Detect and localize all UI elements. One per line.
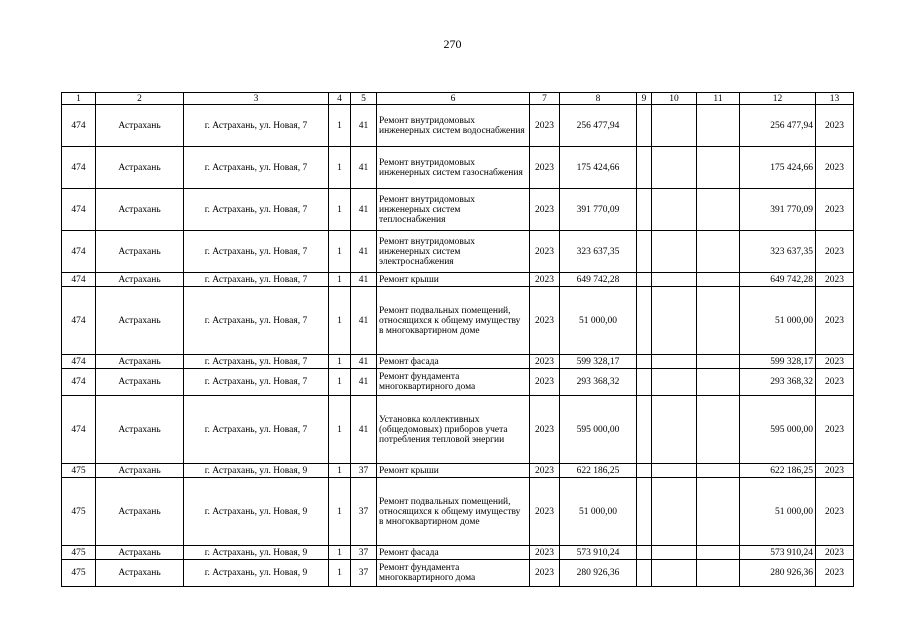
row-number-cell: 475	[62, 478, 96, 546]
work-type-cell: Установка коллективных (общедомовых) приборов учета потребления тепловой энергии	[377, 396, 530, 464]
year-cell: 2023	[530, 546, 560, 560]
col11-cell	[697, 560, 740, 587]
work-type-cell: Ремонт фасада	[377, 355, 530, 369]
table-row	[62, 105, 854, 147]
address-cell: г. Астрахань, ул. Новая, 7	[184, 355, 329, 369]
table-row	[62, 369, 854, 396]
col5-cell: 41	[351, 231, 377, 273]
row-number-cell: 475	[62, 464, 96, 478]
end-year-cell: 2023	[816, 147, 854, 189]
end-year-cell: 2023	[816, 396, 854, 464]
address-cell: г. Астрахань, ул. Новая, 7	[184, 189, 329, 231]
col4-cell: 1	[329, 287, 351, 355]
end-year-cell: 2023	[816, 287, 854, 355]
table-row	[62, 396, 854, 464]
col4-cell: 1	[329, 464, 351, 478]
column-number-header: 5	[351, 93, 377, 105]
table-row	[62, 464, 854, 478]
row-number-cell: 474	[62, 147, 96, 189]
col4-cell: 1	[329, 478, 351, 546]
col9-cell	[637, 478, 652, 546]
total-cell: 175 424,66	[740, 147, 816, 189]
address-cell: г. Астрахань, ул. Новая, 7	[184, 273, 329, 287]
cost-cell: 280 926,36	[560, 560, 637, 587]
year-cell: 2023	[530, 287, 560, 355]
work-type-cell: Ремонт внутридомовых инженерных систем газоснабжения	[377, 147, 530, 189]
total-cell: 391 770,09	[740, 189, 816, 231]
work-type-cell: Ремонт фундамента многоквартирного дома	[377, 560, 530, 587]
total-cell: 595 000,00	[740, 396, 816, 464]
column-number-header: 6	[377, 93, 530, 105]
row-number-cell: 474	[62, 189, 96, 231]
col10-cell	[652, 478, 697, 546]
col5-cell: 37	[351, 464, 377, 478]
col4-cell: 1	[329, 231, 351, 273]
address-cell: г. Астрахань, ул. Новая, 7	[184, 147, 329, 189]
cost-cell: 573 910,24	[560, 546, 637, 560]
col5-cell: 41	[351, 287, 377, 355]
year-cell: 2023	[530, 396, 560, 464]
total-cell: 599 328,17	[740, 355, 816, 369]
city-cell: Астрахань	[96, 396, 184, 464]
column-number-row	[62, 93, 854, 105]
end-year-cell: 2023	[816, 189, 854, 231]
city-cell: Астрахань	[96, 189, 184, 231]
table-row	[62, 355, 854, 369]
end-year-cell: 2023	[816, 560, 854, 587]
row-number-cell: 474	[62, 287, 96, 355]
col4-cell: 1	[329, 369, 351, 396]
year-cell: 2023	[530, 478, 560, 546]
address-cell: г. Астрахань, ул. Новая, 7	[184, 287, 329, 355]
end-year-cell: 2023	[816, 369, 854, 396]
total-cell: 51 000,00	[740, 478, 816, 546]
col5-cell: 37	[351, 560, 377, 587]
cost-cell: 649 742,28	[560, 273, 637, 287]
year-cell: 2023	[530, 355, 560, 369]
year-cell: 2023	[530, 105, 560, 147]
address-cell: г. Астрахань, ул. Новая, 9	[184, 464, 329, 478]
column-number-header: 8	[560, 93, 637, 105]
city-cell: Астрахань	[96, 560, 184, 587]
col5-cell: 41	[351, 273, 377, 287]
year-cell: 2023	[530, 369, 560, 396]
row-number-cell: 475	[62, 560, 96, 587]
cost-cell: 595 000,00	[560, 396, 637, 464]
col10-cell	[652, 355, 697, 369]
work-type-cell: Ремонт фасада	[377, 546, 530, 560]
row-number-cell: 474	[62, 369, 96, 396]
col9-cell	[637, 105, 652, 147]
col10-cell	[652, 189, 697, 231]
city-cell: Астрахань	[96, 464, 184, 478]
row-number-cell: 474	[62, 273, 96, 287]
col4-cell: 1	[329, 546, 351, 560]
address-cell: г. Астрахань, ул. Новая, 9	[184, 560, 329, 587]
work-type-cell: Ремонт внутридомовых инженерных систем электроснабжения	[377, 231, 530, 273]
table-row	[62, 147, 854, 189]
cost-cell: 256 477,94	[560, 105, 637, 147]
column-number-header: 13	[816, 93, 854, 105]
col9-cell	[637, 147, 652, 189]
end-year-cell: 2023	[816, 478, 854, 546]
column-number-header: 2	[96, 93, 184, 105]
address-cell: г. Астрахань, ул. Новая, 7	[184, 105, 329, 147]
cost-cell: 175 424,66	[560, 147, 637, 189]
table-row	[62, 478, 854, 546]
col5-cell: 41	[351, 355, 377, 369]
work-type-cell: Ремонт крыши	[377, 273, 530, 287]
column-number-header: 4	[329, 93, 351, 105]
col11-cell	[697, 464, 740, 478]
repair-schedule-table	[61, 92, 854, 587]
col11-cell	[697, 287, 740, 355]
cost-cell: 323 637,35	[560, 231, 637, 273]
table-row	[62, 231, 854, 273]
col5-cell: 37	[351, 546, 377, 560]
total-cell: 323 637,35	[740, 231, 816, 273]
year-cell: 2023	[530, 189, 560, 231]
end-year-cell: 2023	[816, 546, 854, 560]
work-type-cell: Ремонт подвальных помещений, относящихся к общему имуществу в многоквартирном доме	[377, 287, 530, 355]
city-cell: Астрахань	[96, 478, 184, 546]
col9-cell	[637, 287, 652, 355]
year-cell: 2023	[530, 231, 560, 273]
col9-cell	[637, 464, 652, 478]
col4-cell: 1	[329, 147, 351, 189]
col4-cell: 1	[329, 560, 351, 587]
col5-cell: 41	[351, 105, 377, 147]
city-cell: Астрахань	[96, 287, 184, 355]
col11-cell	[697, 396, 740, 464]
row-number-cell: 475	[62, 546, 96, 560]
col11-cell	[697, 231, 740, 273]
row-number-cell: 474	[62, 105, 96, 147]
total-cell: 622 186,25	[740, 464, 816, 478]
column-number-header: 3	[184, 93, 329, 105]
col10-cell	[652, 369, 697, 396]
col11-cell	[697, 147, 740, 189]
col4-cell: 1	[329, 355, 351, 369]
col11-cell	[697, 369, 740, 396]
end-year-cell: 2023	[816, 464, 854, 478]
page-number: 270	[443, 37, 462, 51]
col10-cell	[652, 287, 697, 355]
cost-cell: 51 000,00	[560, 478, 637, 546]
col4-cell: 1	[329, 273, 351, 287]
city-cell: Астрахань	[96, 546, 184, 560]
column-number-header: 1	[62, 93, 96, 105]
work-type-cell: Ремонт фундамента многоквартирного дома	[377, 369, 530, 396]
city-cell: Астрахань	[96, 147, 184, 189]
table-row	[62, 560, 854, 587]
column-number-header: 12	[740, 93, 816, 105]
col11-cell	[697, 105, 740, 147]
table-row	[62, 287, 854, 355]
col4-cell: 1	[329, 105, 351, 147]
total-cell: 293 368,32	[740, 369, 816, 396]
city-cell: Астрахань	[96, 105, 184, 147]
cost-cell: 51 000,00	[560, 287, 637, 355]
work-type-cell: Ремонт крыши	[377, 464, 530, 478]
end-year-cell: 2023	[816, 231, 854, 273]
row-number-cell: 474	[62, 231, 96, 273]
col9-cell	[637, 231, 652, 273]
col9-cell	[637, 396, 652, 464]
col11-cell	[697, 355, 740, 369]
total-cell: 573 910,24	[740, 546, 816, 560]
address-cell: г. Астрахань, ул. Новая, 7	[184, 231, 329, 273]
col9-cell	[637, 560, 652, 587]
cost-cell: 391 770,09	[560, 189, 637, 231]
end-year-cell: 2023	[816, 273, 854, 287]
col5-cell: 41	[351, 369, 377, 396]
col9-cell	[637, 355, 652, 369]
col10-cell	[652, 546, 697, 560]
cost-cell: 599 328,17	[560, 355, 637, 369]
address-cell: г. Астрахань, ул. Новая, 7	[184, 369, 329, 396]
total-cell: 280 926,36	[740, 560, 816, 587]
year-cell: 2023	[530, 464, 560, 478]
work-type-cell: Ремонт подвальных помещений, относящихся к общему имуществу в многоквартирном доме	[377, 478, 530, 546]
cost-cell: 622 186,25	[560, 464, 637, 478]
col10-cell	[652, 464, 697, 478]
cost-cell: 293 368,32	[560, 369, 637, 396]
col11-cell	[697, 478, 740, 546]
year-cell: 2023	[530, 273, 560, 287]
row-number-cell: 474	[62, 355, 96, 369]
col10-cell	[652, 273, 697, 287]
address-cell: г. Астрахань, ул. Новая, 9	[184, 546, 329, 560]
col10-cell	[652, 396, 697, 464]
table-row	[62, 546, 854, 560]
col10-cell	[652, 105, 697, 147]
work-type-cell: Ремонт внутридомовых инженерных систем водоснабжения	[377, 105, 530, 147]
total-cell: 256 477,94	[740, 105, 816, 147]
year-cell: 2023	[530, 147, 560, 189]
table-row	[62, 189, 854, 231]
col9-cell	[637, 189, 652, 231]
column-number-header: 11	[697, 93, 740, 105]
col10-cell	[652, 231, 697, 273]
col11-cell	[697, 189, 740, 231]
col11-cell	[697, 546, 740, 560]
end-year-cell: 2023	[816, 355, 854, 369]
city-cell: Астрахань	[96, 273, 184, 287]
total-cell: 51 000,00	[740, 287, 816, 355]
work-type-cell: Ремонт внутридомовых инженерных систем теплоснабжения	[377, 189, 530, 231]
col9-cell	[637, 546, 652, 560]
col4-cell: 1	[329, 396, 351, 464]
col5-cell: 41	[351, 189, 377, 231]
col10-cell	[652, 560, 697, 587]
col11-cell	[697, 273, 740, 287]
city-cell: Астрахань	[96, 231, 184, 273]
city-cell: Астрахань	[96, 369, 184, 396]
col5-cell: 41	[351, 396, 377, 464]
row-number-cell: 474	[62, 396, 96, 464]
table-row	[62, 273, 854, 287]
year-cell: 2023	[530, 560, 560, 587]
col5-cell: 41	[351, 147, 377, 189]
col10-cell	[652, 147, 697, 189]
col9-cell	[637, 369, 652, 396]
col5-cell: 37	[351, 478, 377, 546]
column-number-header: 9	[637, 93, 652, 105]
end-year-cell: 2023	[816, 105, 854, 147]
column-number-header: 10	[652, 93, 697, 105]
address-cell: г. Астрахань, ул. Новая, 9	[184, 478, 329, 546]
city-cell: Астрахань	[96, 355, 184, 369]
column-number-header: 7	[530, 93, 560, 105]
col9-cell	[637, 273, 652, 287]
address-cell: г. Астрахань, ул. Новая, 7	[184, 396, 329, 464]
total-cell: 649 742,28	[740, 273, 816, 287]
col4-cell: 1	[329, 189, 351, 231]
